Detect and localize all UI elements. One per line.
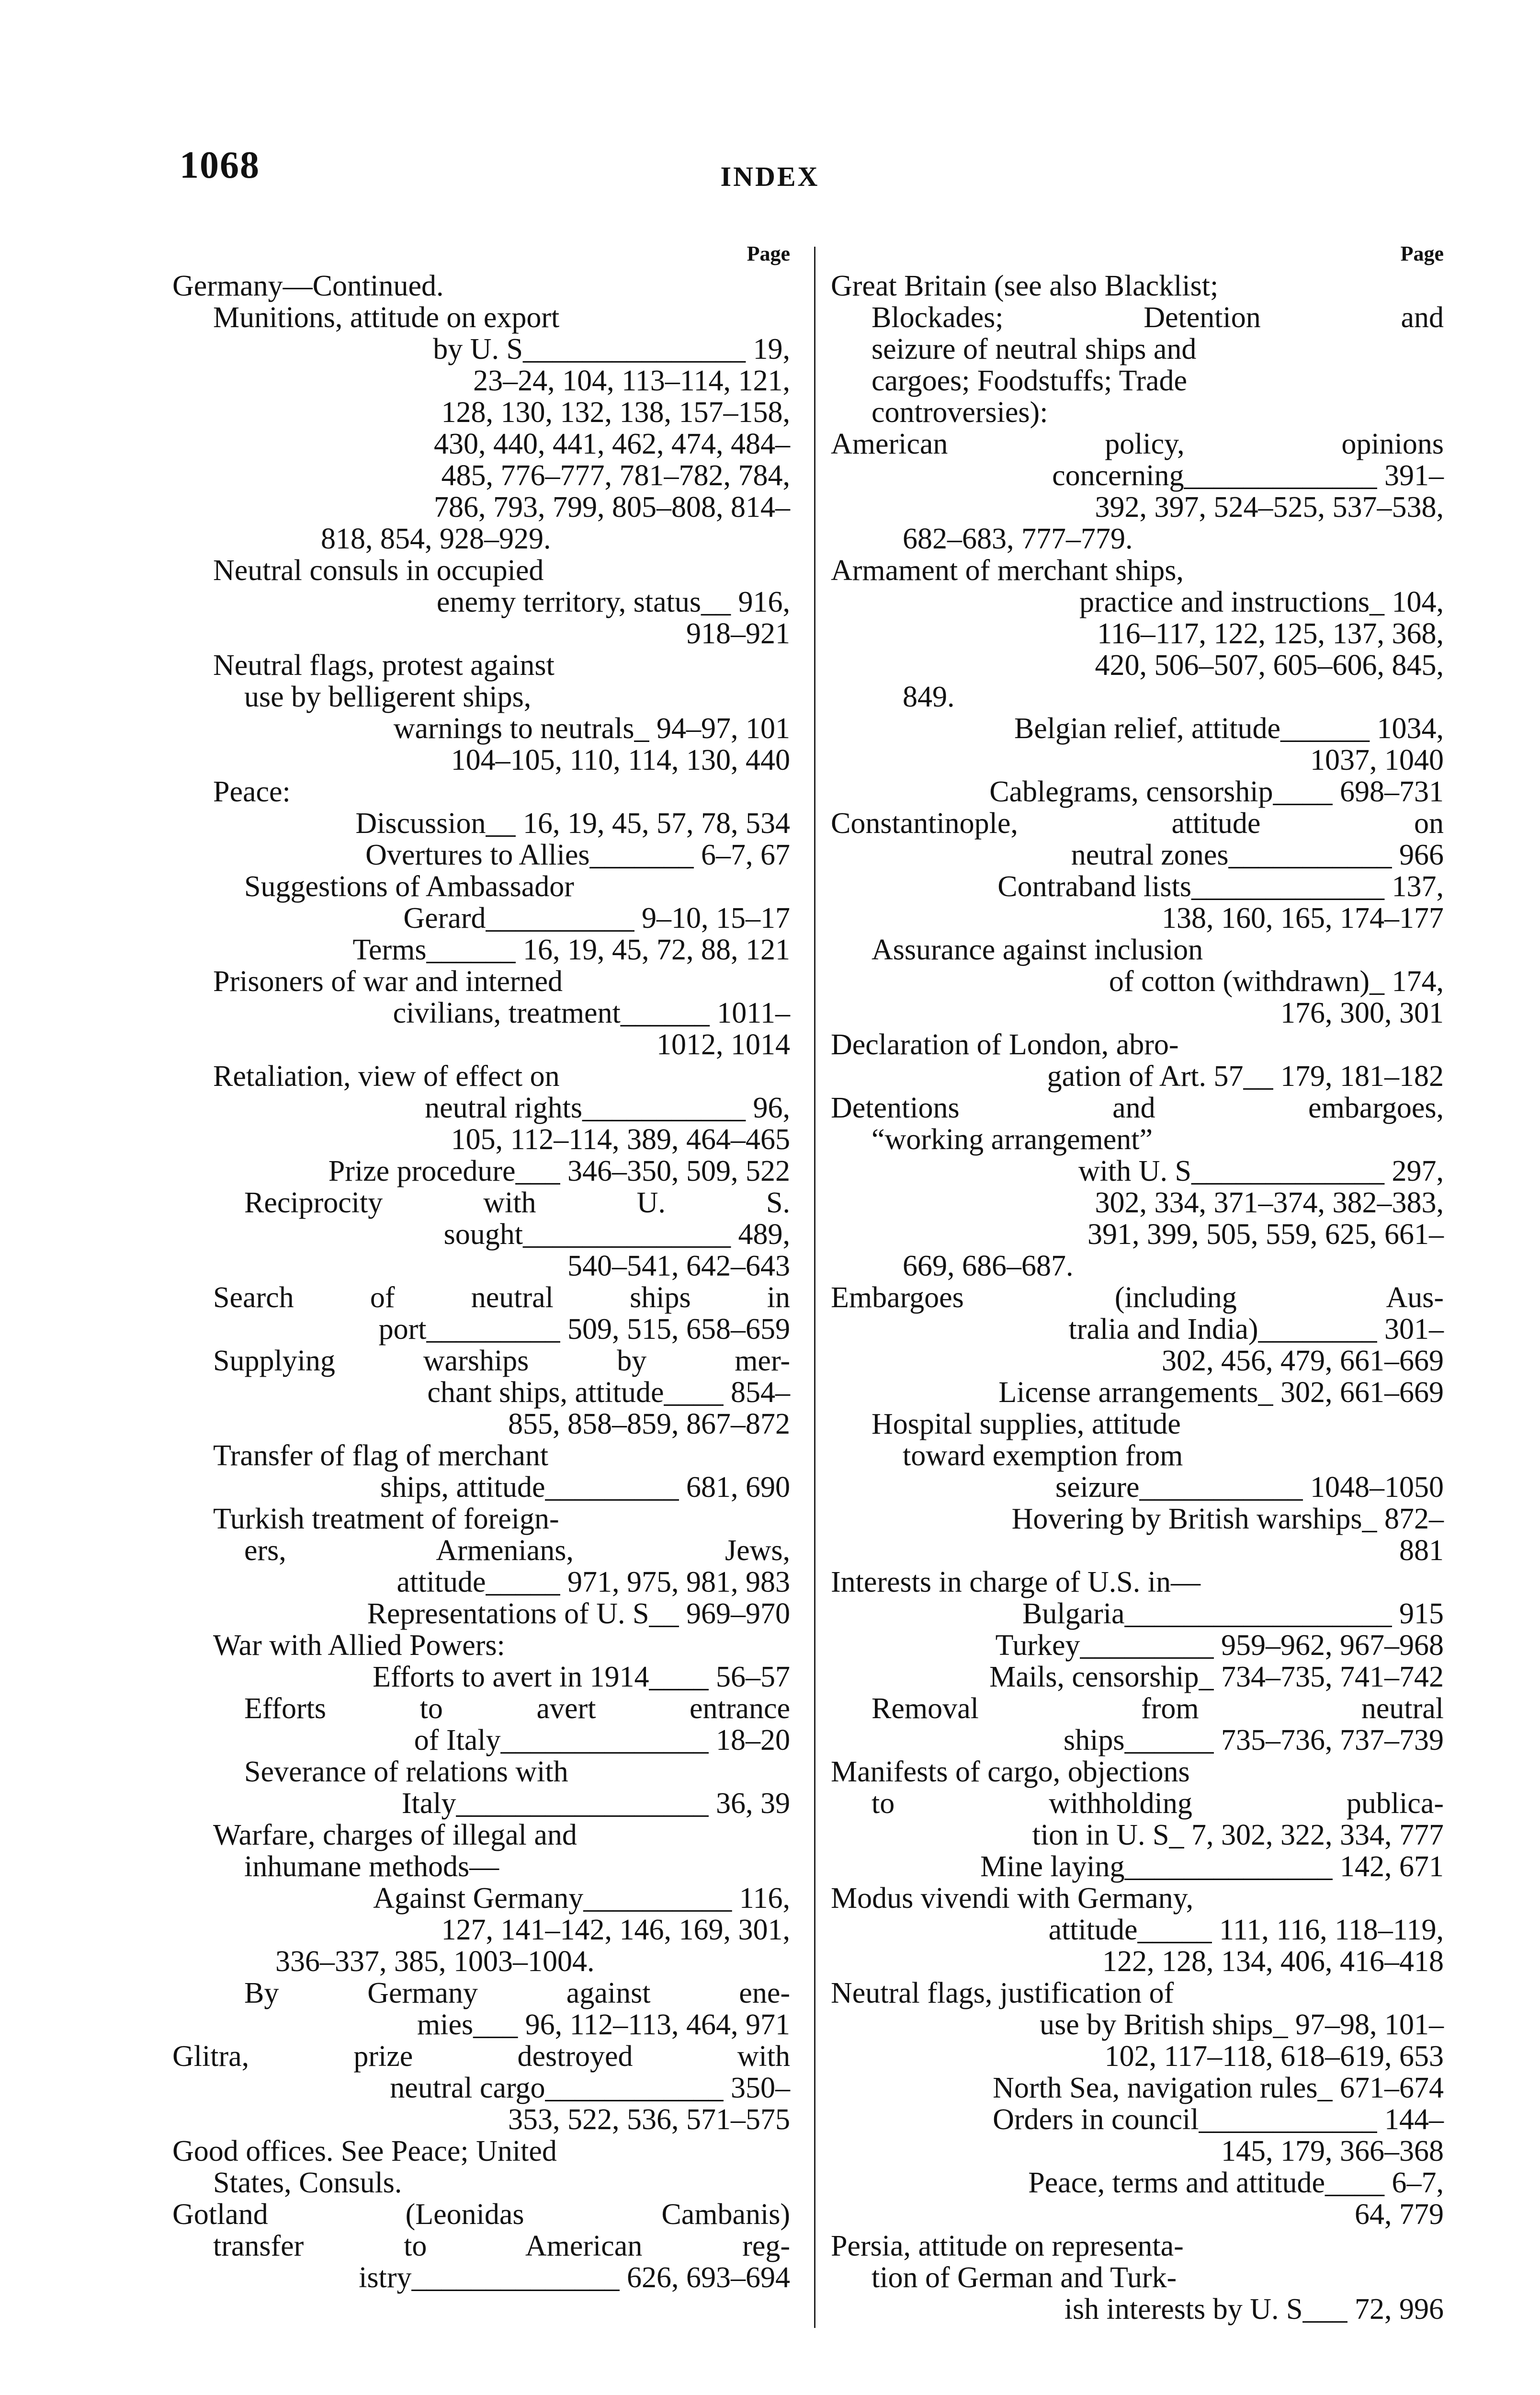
index-line: with U. S_____________ 297, xyxy=(1078,1155,1444,1187)
index-line: 102, 117–118, 618–619, 653 xyxy=(1104,2040,1444,2073)
index-line: sought______________ 489, xyxy=(443,1218,790,1251)
index-line: Contraband lists_____________ 137, xyxy=(997,870,1444,903)
right-page-label: Page xyxy=(1400,242,1444,265)
index-line: Reciprocity with U. S. xyxy=(244,1186,790,1219)
index-line: Munitions, attitude on export xyxy=(213,301,560,334)
index-line: 302, 334, 371–374, 382–383, xyxy=(1095,1186,1444,1219)
index-line: 786, 793, 799, 805–808, 814– xyxy=(434,491,790,524)
index-line: Suggestions of Ambassador xyxy=(244,870,574,903)
index-line: Germany—Continued. xyxy=(172,270,444,302)
index-line: inhumane methods— xyxy=(244,1850,499,1883)
index-line: Cablegrams, censorship____ 698–731 xyxy=(989,776,1444,808)
column-divider xyxy=(814,247,815,2328)
index-line: Neutral flags, protest against xyxy=(213,649,555,682)
running-head: INDEX xyxy=(720,161,820,192)
index-line: Blockades; Detention and xyxy=(872,301,1444,334)
index-line: seizure of neutral ships and xyxy=(872,333,1197,365)
index-line: concerning_____________ 391– xyxy=(1052,459,1444,492)
index-line: toward exemption from xyxy=(903,1439,1183,1472)
right-column xyxy=(831,240,1444,2325)
index-line: Prize procedure___ 346–350, 509, 522 xyxy=(328,1155,790,1187)
index-line: 64, 779 xyxy=(1355,2198,1444,2231)
index-line: Supplying warships by mer- xyxy=(213,1345,790,1377)
index-line: Overtures to Allies_______ 6–7, 67 xyxy=(365,839,790,871)
index-line: port_________ 509, 515, 658–659 xyxy=(378,1313,790,1346)
index-line: attitude_____ 971, 975, 981, 983 xyxy=(396,1566,790,1598)
index-line: “working arrangement” xyxy=(872,1123,1153,1156)
left-page-label: Page xyxy=(747,242,790,265)
index-line: States, Consuls. xyxy=(213,2167,402,2199)
index-line: Discussion__ 16, 19, 45, 57, 78, 534 xyxy=(355,807,790,840)
index-line: use by belligerent ships, xyxy=(244,681,532,713)
index-line: Peace: xyxy=(213,776,291,808)
index-line: 1037, 1040 xyxy=(1310,744,1444,776)
index-line: Severance of relations with xyxy=(244,1756,568,1788)
index-line: to withholding publica- xyxy=(872,1787,1444,1820)
index-line: gation of Art. 57__ 179, 181–182 xyxy=(1047,1060,1444,1093)
right-index-entries xyxy=(831,270,1444,2325)
index-line: Great Britain (see also Blacklist; xyxy=(831,270,1219,302)
index-line: Italy_________________ 36, 39 xyxy=(401,1787,790,1820)
index-line: Retaliation, view of effect on xyxy=(213,1060,560,1093)
index-line: enemy territory, status__ 916, xyxy=(436,586,790,618)
index-line: ships, attitude_________ 681, 690 xyxy=(380,1471,790,1504)
index-line: By Germany against ene- xyxy=(244,1977,790,2009)
index-line: tion of German and Turk- xyxy=(872,2261,1177,2294)
index-line: Glitra, prize destroyed with xyxy=(172,2040,790,2073)
index-line: neutral cargo____________ 350– xyxy=(390,2072,790,2104)
index-line: Prisoners of war and interned xyxy=(213,965,563,998)
index-line: Mine laying______________ 142, 671 xyxy=(980,1850,1444,1883)
index-line: seizure___________ 1048–1050 xyxy=(1055,1471,1444,1504)
index-line: North Sea, navigation rules_ 671–674 xyxy=(993,2072,1444,2104)
index-line: 128, 130, 132, 138, 157–158, xyxy=(441,396,790,429)
index-line: Efforts to avert entrance xyxy=(244,1692,790,1725)
index-line: use by British ships_ 97–98, 101– xyxy=(1040,2008,1444,2041)
index-line: Orders in council____________ 144– xyxy=(993,2103,1444,2136)
index-line: Warfare, charges of illegal and xyxy=(213,1819,577,1851)
index-line: 881 xyxy=(1399,1534,1444,1567)
index-line: Modus vivendi with Germany, xyxy=(831,1882,1194,1915)
index-line: 669, 686–687. xyxy=(903,1250,1074,1282)
index-line: Search of neutral ships in xyxy=(213,1281,790,1314)
index-line: cargoes; Foodstuffs; Trade xyxy=(872,365,1188,397)
index-line: Detentions and embargoes, xyxy=(831,1092,1444,1124)
left-index-entries xyxy=(172,270,790,2293)
index-line: Hovering by British warships_ 872– xyxy=(1011,1503,1444,1535)
index-line: 818, 854, 928–929. xyxy=(321,523,551,555)
index-line: ships______ 735–736, 737–739 xyxy=(1064,1724,1444,1756)
index-line: 138, 160, 165, 174–177 xyxy=(1162,902,1444,935)
index-line: attitude_____ 111, 116, 118–119, xyxy=(1048,1914,1444,1946)
index-line: Representations of U. S__ 969–970 xyxy=(367,1597,790,1630)
index-line: by U. S_______________ 19, xyxy=(433,333,790,365)
index-line: American policy, opinions xyxy=(831,428,1444,460)
index-line: of cotton (withdrawn)_ 174, xyxy=(1109,965,1444,998)
index-line: 1012, 1014 xyxy=(657,1028,790,1061)
index-line: Removal from neutral xyxy=(872,1692,1444,1725)
index-line: tralia and India)________ 301– xyxy=(1068,1313,1444,1346)
index-line: 116–117, 122, 125, 137, 368, xyxy=(1097,617,1444,650)
index-line: Embargoes (including Aus- xyxy=(831,1281,1444,1314)
index-line: 391, 399, 505, 559, 625, 661– xyxy=(1087,1218,1444,1251)
index-line: Efforts to avert in 1914____ 56–57 xyxy=(373,1661,790,1693)
index-line: Transfer of flag of merchant xyxy=(213,1439,549,1472)
index-line: Terms______ 16, 19, 45, 72, 88, 121 xyxy=(352,934,790,966)
index-line: Neutral flags, justification of xyxy=(831,1977,1174,2009)
index-line: istry______________ 626, 693–694 xyxy=(359,2261,790,2294)
index-line: Gotland (Leonidas Cambanis) xyxy=(172,2198,790,2231)
index-line: 145, 179, 366–368 xyxy=(1221,2135,1444,2167)
index-line: transfer to American reg- xyxy=(213,2230,790,2262)
index-line: 855, 858–859, 867–872 xyxy=(508,1408,790,1440)
index-line: 430, 440, 441, 462, 474, 484– xyxy=(434,428,790,460)
index-line: War with Allied Powers: xyxy=(213,1629,505,1662)
index-line: 23–24, 104, 113–114, 121, xyxy=(473,365,790,397)
index-line: 336–337, 385, 1003–1004. xyxy=(275,1945,595,1978)
index-line: 540–541, 642–643 xyxy=(567,1250,790,1282)
index-line: mies___ 96, 112–113, 464, 971 xyxy=(417,2008,790,2041)
index-line: 849. xyxy=(903,681,955,713)
index-line: ish interests by U. S___ 72, 996 xyxy=(1064,2293,1444,2326)
index-line: Constantinople, attitude on xyxy=(831,807,1444,840)
index-line: Gerard__________ 9–10, 15–17 xyxy=(403,902,790,935)
index-line: chant ships, attitude____ 854– xyxy=(427,1376,790,1409)
page-number: 1068 xyxy=(180,144,260,186)
index-line: Turkey_________ 959–962, 967–968 xyxy=(995,1629,1444,1662)
index-line: Bulgaria__________________ 915 xyxy=(1022,1597,1444,1630)
index-line: 302, 456, 479, 661–669 xyxy=(1162,1345,1444,1377)
left-column xyxy=(172,240,790,2293)
index-line: Declaration of London, abro- xyxy=(831,1028,1179,1061)
index-line: License arrangements_ 302, 661–669 xyxy=(998,1376,1444,1409)
index-line: ers, Armenians, Jews, xyxy=(244,1534,790,1567)
index-line: 127, 141–142, 146, 169, 301, xyxy=(441,1914,790,1946)
index-line: 682–683, 777–779. xyxy=(903,523,1133,555)
index-line: Armament of merchant ships, xyxy=(831,554,1184,587)
index-line: Mails, censorship_ 734–735, 741–742 xyxy=(989,1661,1444,1693)
index-line: controversies): xyxy=(872,396,1048,429)
index-line: Neutral consuls in occupied xyxy=(213,554,544,587)
index-line: Belgian relief, attitude______ 1034, xyxy=(1014,712,1444,745)
index-line: 392, 397, 524–525, 537–538, xyxy=(1095,491,1444,524)
index-line: Assurance against inclusion xyxy=(872,934,1203,966)
index-line: 485, 776–777, 781–782, 784, xyxy=(441,459,790,492)
index-line: warnings to neutrals_ 94–97, 101 xyxy=(393,712,790,745)
index-line: Manifests of cargo, objections xyxy=(831,1756,1190,1788)
index-line: 122, 128, 134, 406, 416–418 xyxy=(1102,1945,1444,1978)
index-line: Against Germany__________ 116, xyxy=(373,1882,790,1915)
index-line: Peace, terms and attitude____ 6–7, xyxy=(1028,2167,1444,2199)
index-line: 918–921 xyxy=(686,617,790,650)
index-line: neutral rights___________ 96, xyxy=(425,1092,790,1124)
index-line: Turkish treatment of foreign- xyxy=(213,1503,559,1535)
index-line: 420, 506–507, 605–606, 845, xyxy=(1095,649,1444,682)
index-line: 105, 112–114, 389, 464–465 xyxy=(451,1123,790,1156)
index-line: 353, 522, 536, 571–575 xyxy=(508,2103,790,2136)
index-line: 176, 300, 301 xyxy=(1280,997,1444,1029)
index-line: practice and instructions_ 104, xyxy=(1079,586,1444,618)
index-line: Persia, attitude on representa- xyxy=(831,2230,1184,2262)
index-line: Hospital supplies, attitude xyxy=(872,1408,1181,1440)
index-line: 104–105, 110, 114, 130, 440 xyxy=(451,744,790,776)
index-line: Interests in charge of U.S. in— xyxy=(831,1566,1200,1598)
index-line: civilians, treatment______ 1011– xyxy=(393,997,790,1029)
index-line: tion in U. S_ 7, 302, 322, 334, 777 xyxy=(1032,1819,1444,1851)
index-line: Good offices. See Peace; United xyxy=(172,2135,557,2167)
index-line: neutral zones___________ 966 xyxy=(1071,839,1444,871)
index-line: of Italy______________ 18–20 xyxy=(414,1724,790,1756)
